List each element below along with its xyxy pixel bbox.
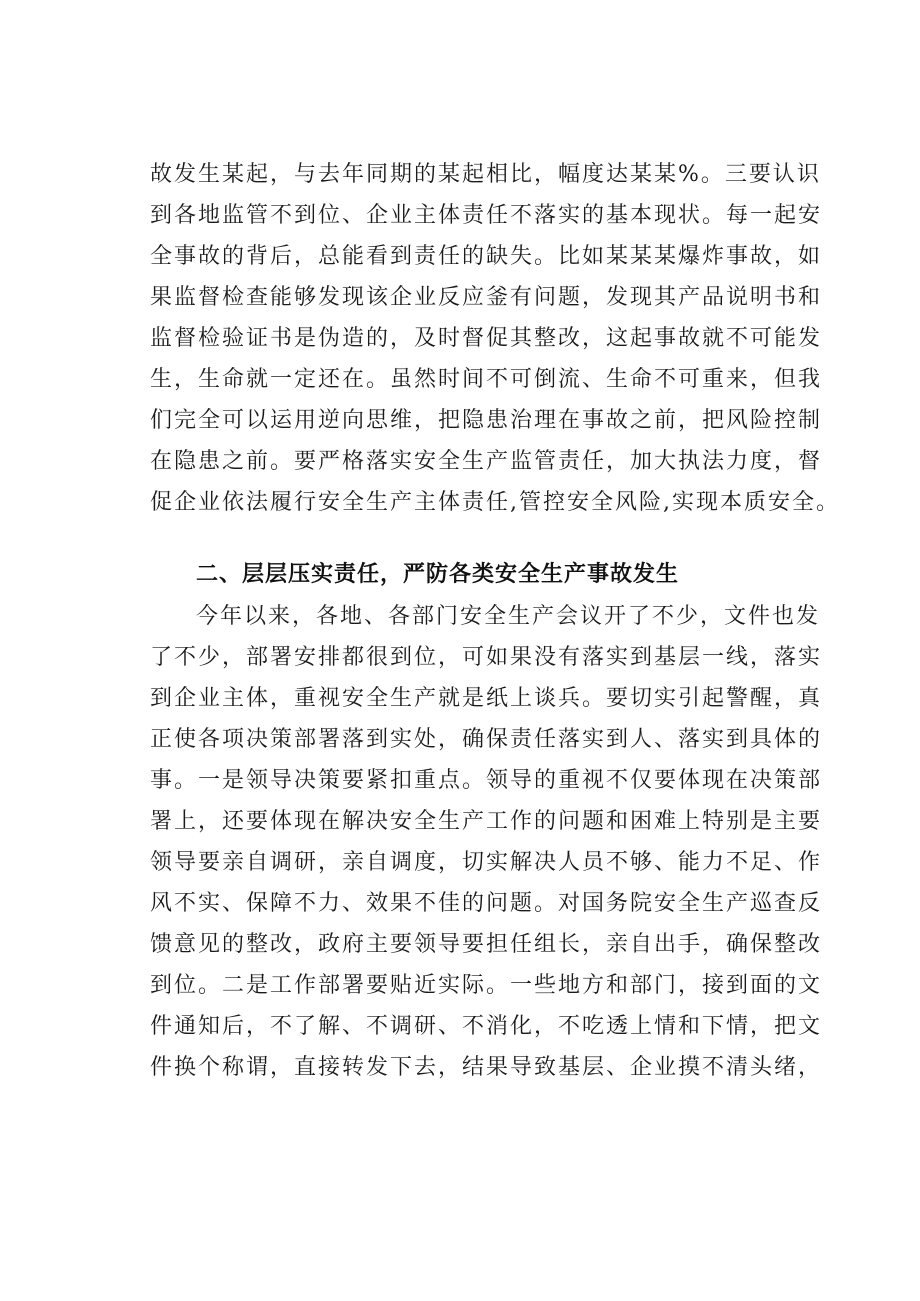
- paragraph-line: 风不实、保障不力、效果不佳的问题。对国务院安全生产巡查反: [150, 891, 823, 916]
- paragraph-line: 果监督检查能够发现该企业反应釜有问题，发现其产品说明书和: [150, 285, 823, 310]
- paragraph-line: 今年以来，各地、各部门安全生产会议开了不少，文件也发: [196, 604, 821, 629]
- paragraph-line: 领导要亲自调研，亲自调度，切实解决人员不够、能力不足、作: [150, 850, 823, 875]
- paragraph-line: 件换个称谓，直接转发下去，结果导致基层、企业摸不清头绪，: [150, 1055, 823, 1080]
- paragraph-line: 了不少，部署安排都很到位，可如果没有落实到基层一线，落实: [150, 645, 823, 670]
- paragraph-line: 馈意见的整改，政府主要领导要担任组长，亲自出手，确保整改: [150, 932, 823, 957]
- paragraph-line: 件通知后，不了解、不调研、不消化，不吃透上情和下情，把文: [150, 1014, 823, 1039]
- paragraph-line: 故发生某起，与去年同期的某起相比，幅度达某某%。三要认识: [150, 162, 821, 187]
- paragraph-line: 在隐患之前。要严格落实安全生产监管责任，加大执法力度，督: [150, 449, 823, 474]
- paragraph-line: 到企业主体，重视安全生产就是纸上谈兵。要切实引起警醒，真: [150, 686, 823, 711]
- paragraph-line: 正使各项决策部署落到实处，确保责任落实到人、落实到具体的: [150, 727, 823, 752]
- paragraph-line: 到各地监管不到位、企业主体责任不落实的基本现状。每一起安: [150, 203, 823, 228]
- paragraph-line: 们完全可以运用逆向思维，把隐患治理在事故之前，把风险控制: [150, 408, 823, 433]
- paragraph-line: 署上，还要体现在解决安全生产工作的问题和困难上特别是主要: [150, 809, 823, 834]
- paragraph-line: 生，生命就一定还在。虽然时间不可倒流、生命不可重来，但我: [150, 367, 823, 392]
- paragraph-line: 全事故的背后，总能看到责任的缺失。比如某某某爆炸事故，如: [150, 244, 823, 269]
- paragraph-line: 促企业依法履行安全生产主体责任,管控安全风险,实现本质安全。: [150, 490, 840, 515]
- paragraph-line: 事。一是领导决策要紧扣重点。领导的重视不仅要体现在决策部: [150, 768, 823, 793]
- paragraph-line: 到位。二是工作部署要贴近实际。一些地方和部门，接到面的文: [150, 973, 823, 998]
- section-heading: 二、层层压实责任，严防各类安全生产事故发生: [196, 562, 680, 587]
- paragraph-line: 监督检验证书是伪造的，及时督促其整改，这起事故就不可能发: [150, 326, 823, 351]
